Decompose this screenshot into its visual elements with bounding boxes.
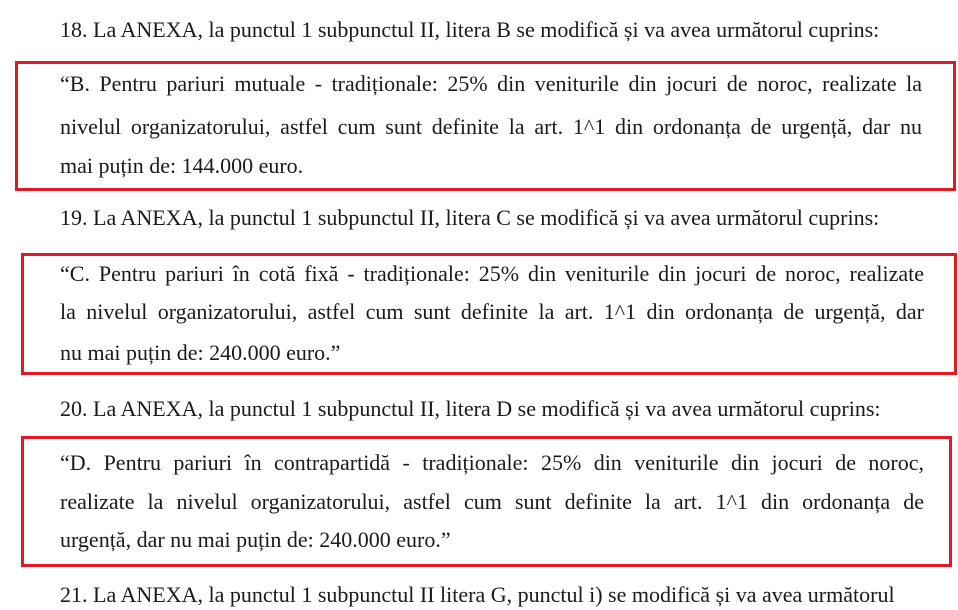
quote-line-18-2: nivelul organizatorului, astfel cum sunt definite la art. 1^1 din ordonanța de urgență, dar nu: [60, 114, 922, 139]
heading-item-19: 19. La ANEXA, la punctul 1 subpunctul II, litera C se modifică și va avea următorul cuprins:: [60, 205, 880, 230]
heading-item-20: 20. La ANEXA, la punctul 1 subpunctul II, litera D se modifică și va avea următorul cuprins:: [60, 396, 881, 421]
heading-item-21: 21. La ANEXA, la punctul 1 subpunctul II litera G, punctul i) se modifică și va avea următorul: [60, 582, 895, 607]
quote-line-18-1: “B. Pentru pariuri mutuale - tradiționale: 25% din veniturile din jocuri de noroc, realizate la: [60, 71, 922, 96]
quote-line-20-1: “D. Pentru pariuri în contrapartidă - tradiționale: 25% din veniturile din jocuri de noroc,: [60, 450, 924, 475]
quote-line-18-3: mai puțin de: 144.000 euro.: [60, 153, 304, 178]
quote-line-19-3: nu mai puțin de: 240.000 euro.”: [60, 340, 341, 365]
quote-line-19-1: “C. Pentru pariuri în cotă fixă - tradiționale: 25% din veniturile din jocuri de noroc, realizate: [60, 261, 924, 286]
quote-line-20-3: urgență, dar nu mai puțin de: 240.000 euro.”: [60, 527, 451, 552]
heading-item-18: 18. La ANEXA, la punctul 1 subpunctul II, litera B se modifică și va avea următorul cuprins:: [60, 17, 880, 42]
quote-line-20-2: realizate la nivelul organizatorului, astfel cum sunt definite la art. 1^1 din ordonanța de: [60, 489, 924, 514]
quote-line-19-2: la nivelul organizatorului, astfel cum sunt definite la art. 1^1 din ordonanța de urgență, dar: [60, 299, 924, 324]
